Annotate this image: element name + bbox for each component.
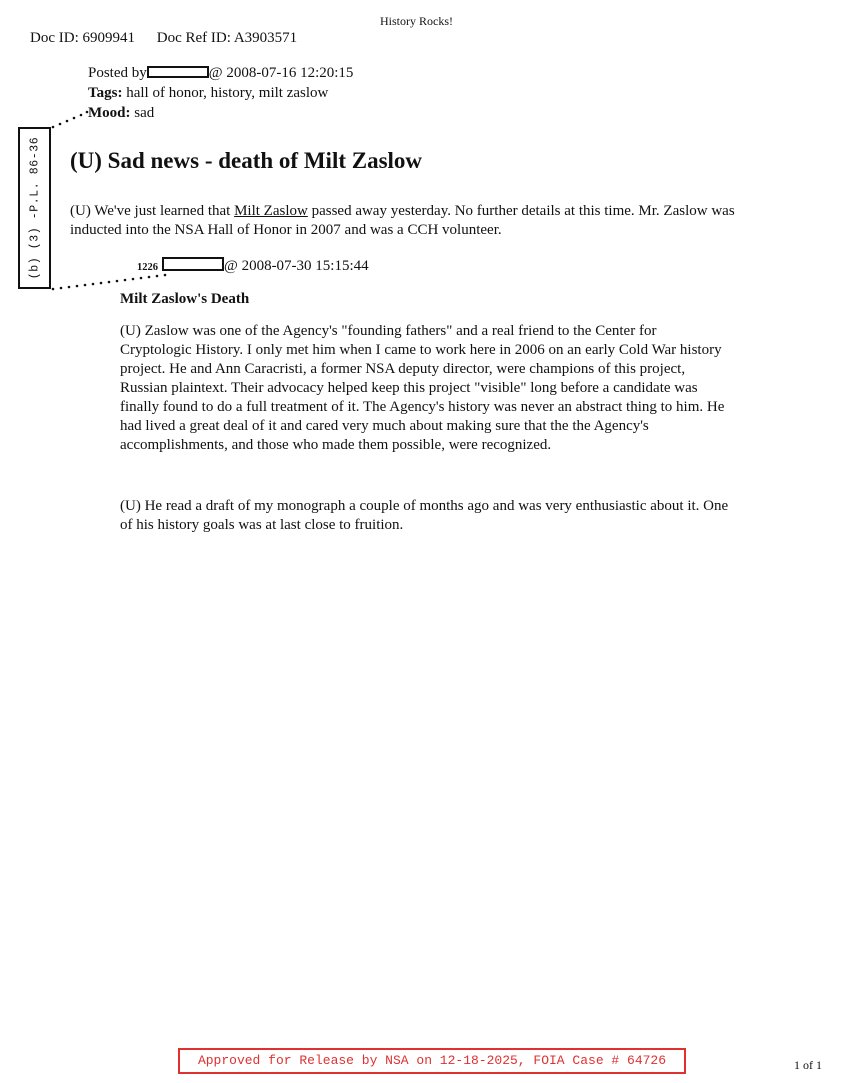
comment-title: Milt Zaslow's Death xyxy=(120,291,250,307)
post-intro xyxy=(70,202,770,240)
milt-zaslow-link[interactable]: Milt Zaslow xyxy=(234,203,308,219)
site-title: History Rocks! xyxy=(380,14,453,28)
posted-timestamp: @ 2008-07-16 12:20:15 xyxy=(208,65,354,81)
post-title: (U) Sad news - death of Milt Zaslow xyxy=(70,148,423,173)
comment-meta xyxy=(137,257,369,275)
intro-text-before-link: (U) We've just learned that xyxy=(70,203,235,219)
intro-text-after-link: passed away yesterday. No further details at this time. Mr. Zaslow was inducted into the NSA Hall of Honor in 2007 and was a CCH volunteer. xyxy=(70,203,735,238)
posted-by-label: Posted by xyxy=(88,65,147,81)
exemption-marking-box xyxy=(18,127,51,289)
doc-ref-id: Doc Ref ID: A3903571 xyxy=(156,30,298,46)
tags-label: Tags: xyxy=(88,85,123,101)
redacted-commenter-box xyxy=(162,257,224,271)
comment-paragraph-1: (U) Zaslow was one of the Agency's "founding fathers" and a real friend to the Center for Cryptologic History. I only met him when I came to work here in 2006 on an early Cold War history project. He and Ann Caracristi, a former NSA deputy director, were champions of this project, Russian plaintext. Their advocacy helped keep this project "visible" long before a candidate was finally found to do a full treatment of it. The Agency's history was never an abstract thing to him. He had lived a great deal of it and cared very much about making sure that the the Agency's accomplishments, and those who made them possible, were recognized. xyxy=(120,323,725,453)
comment-paragraph-2: (U) He read a draft of my monograph a couple of months ago and was very enthusiastic about it. One of his history goals was at last close to fruition. xyxy=(120,498,729,533)
exemption-label: (b) (3) -P.L. 86-36 xyxy=(28,136,41,280)
doc-id: Doc ID: 6909941 xyxy=(30,30,135,46)
tags-value: hall of honor, history, milt zaslow xyxy=(122,85,329,101)
mood-label: Mood: xyxy=(88,105,131,121)
comment-timestamp: @ 2008-07-30 15:15:44 xyxy=(224,258,369,274)
page-count: 1 of 1 xyxy=(794,1058,822,1072)
comment-number: 1226 xyxy=(137,262,158,273)
release-stamp: Approved for Release by NSA on 12-18-2025, FOIA Case # 64726 xyxy=(178,1048,686,1074)
mood-value: sad xyxy=(130,105,155,121)
